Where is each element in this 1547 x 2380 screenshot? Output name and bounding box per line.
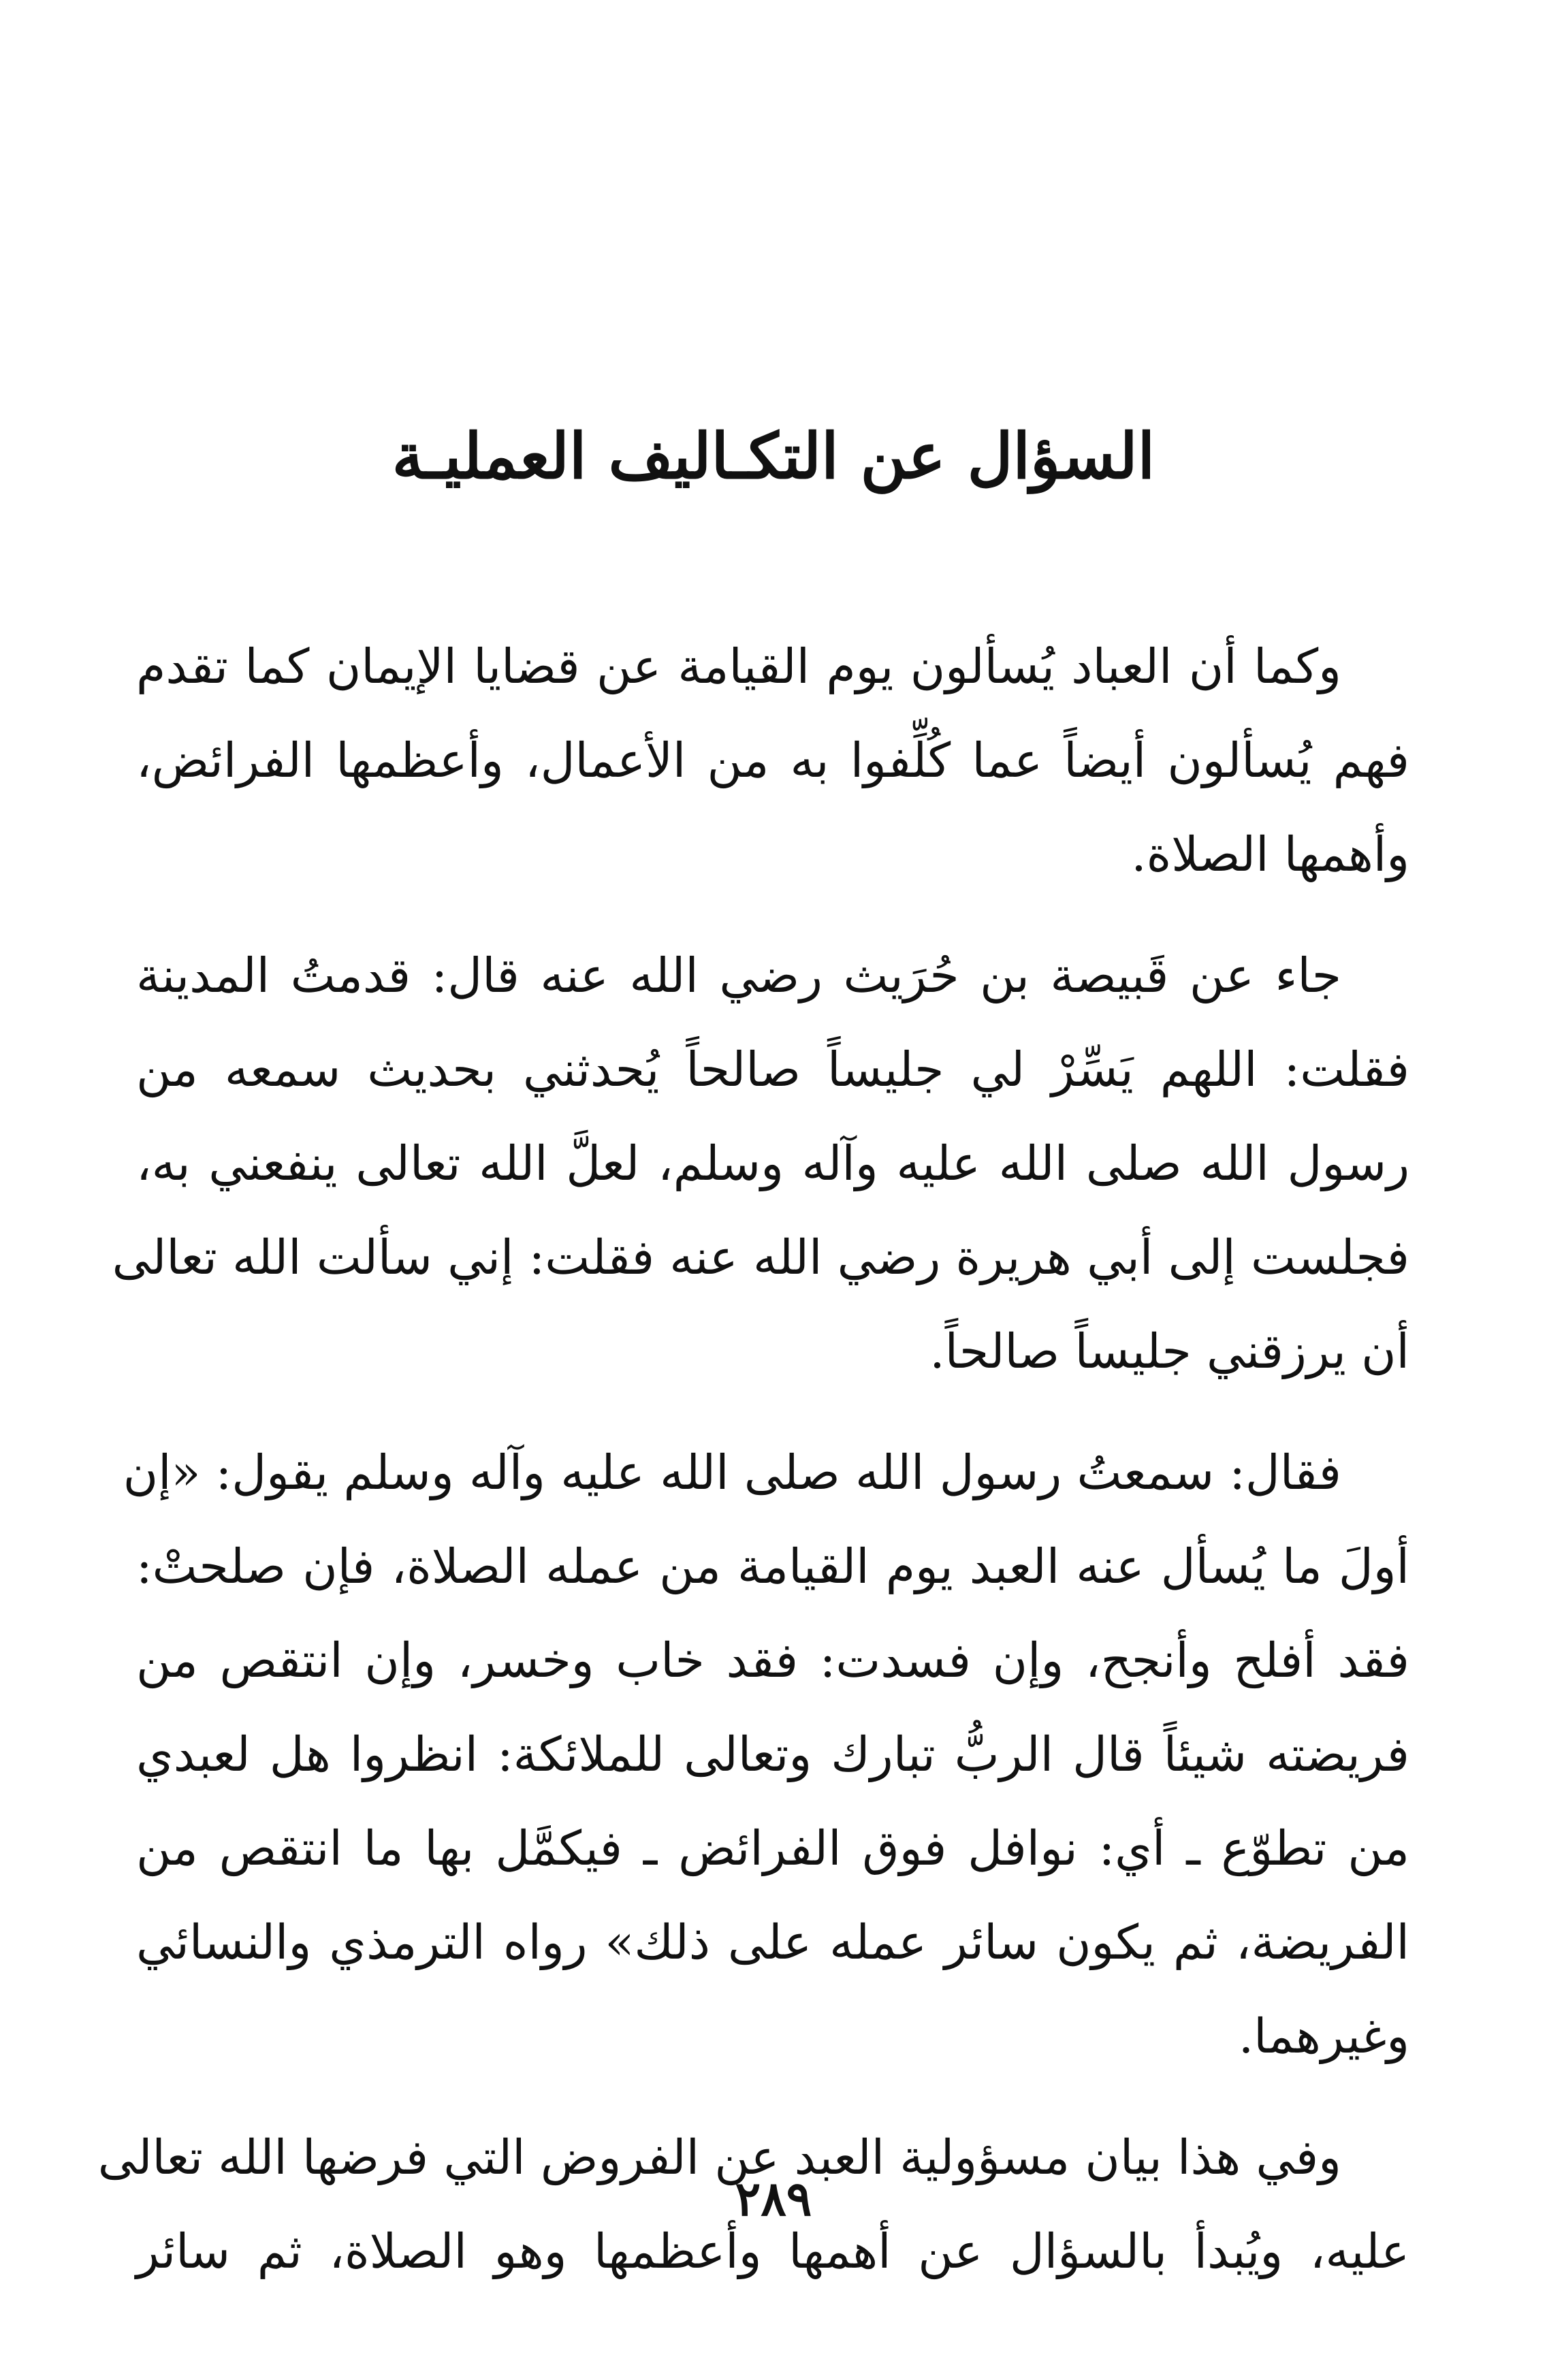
text-line: وغيرهما. xyxy=(1238,2008,1409,2064)
paragraph-1 xyxy=(136,620,1409,901)
text-line: الفريضة، ثم يكون سائر عمله على ذلك» رواه الترمذي والنسائي xyxy=(136,1914,1409,1970)
text-line: رسول الله صلى الله عليه وآله وسلم، لعلَّ الله تعالى ينفعني به، xyxy=(136,1136,1409,1191)
page-number: ٢٨٩ xyxy=(735,2170,812,2227)
text-line: من تطوّع ـ أي: نوافل فوق الفرائض ـ فيكمَّل بها ما انتقص من xyxy=(136,1820,1409,1876)
text-line: فقال: سمعتُ رسول الله صلى الله عليه وآله وسلم يقول: «إن xyxy=(123,1445,1341,1500)
text-line: أن يرزقني جليساً صالحاً. xyxy=(929,1323,1409,1379)
text-line: وأهمها الصلاة. xyxy=(1131,826,1409,882)
text-line: فريضته شيئاً قال الربُّ تبارك وتعالى للملائكة: انظروا هل لعبدي xyxy=(136,1726,1409,1782)
text-line: فهم يُسألون أيضاً عما كُلِّفوا به من الأعمال، وأعظمها الفرائض، xyxy=(136,733,1409,788)
text-line: جاء عن قَبيصة بن حُرَيث رضي الله عنه قال: قدمتُ المدينة xyxy=(136,948,1341,1003)
body-text xyxy=(97,620,1409,2326)
text-line: عليه، ويُبدأ بالسؤال عن أهمها وأعظمها وهو الصلاة، ثم سائر xyxy=(136,2223,1409,2279)
paragraph-3 xyxy=(123,1426,1409,2083)
text-line: وفي هذا بيان مسؤولية العبد عن الفروض التي فرضها الله تعالى xyxy=(97,2129,1341,2185)
text-line: أولَ ما يُسأل عنه العبد يوم القيامة من عمله الصلاة، فإن صلحتْ: xyxy=(136,1539,1409,1594)
paragraph-2 xyxy=(112,929,1409,1398)
text-line: وكما أن العباد يُسألون يوم القيامة عن قضايا الإيمان كما تقدم xyxy=(136,639,1341,694)
text-line: فجلست إلى أبي هريرة رضي الله عنه فقلت: إني سألت الله تعالى xyxy=(112,1229,1409,1285)
text-line: فقد أفلح وأنجح، وإن فسدت: فقد خاب وخسر، وإن انتقص من xyxy=(136,1633,1409,1688)
chapter-title: السؤال عن التكـاليف العمليـة xyxy=(392,419,1155,493)
text-line: فقلت: اللهم يَسِّرْ لي جليساً صالحاً يُحدثني بحديث سمعه من xyxy=(136,1042,1409,1097)
